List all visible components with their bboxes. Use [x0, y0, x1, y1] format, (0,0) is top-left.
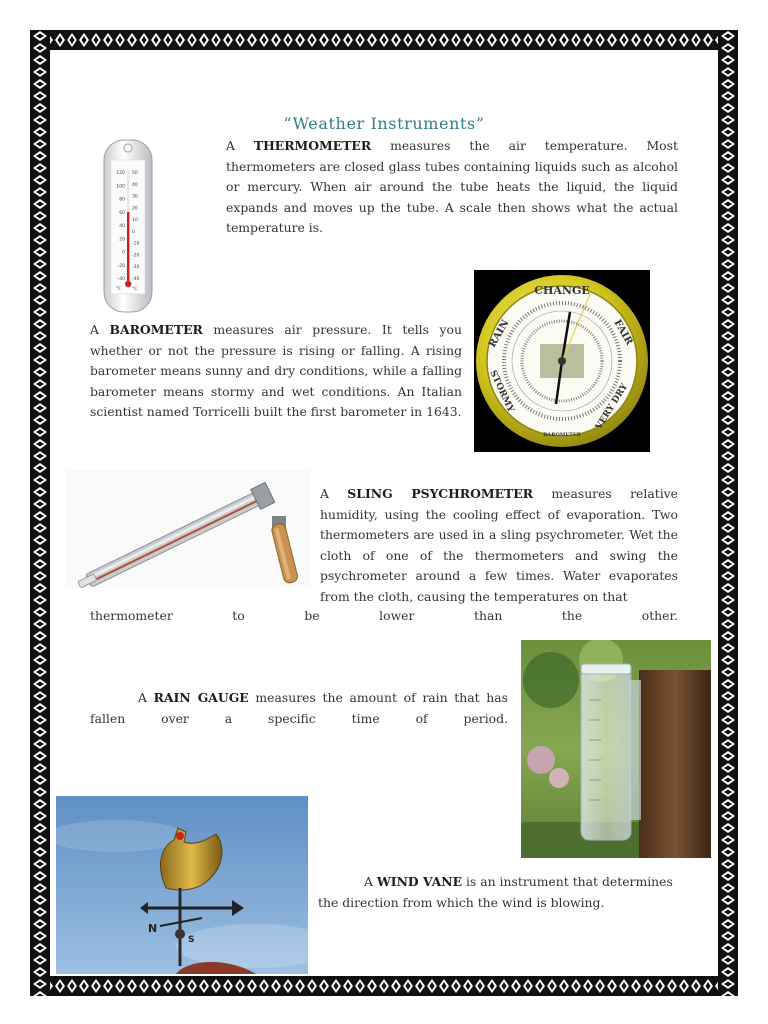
thermometer-scale-c-label: 50 — [132, 171, 138, 176]
barometer-paragraph: A BAROMETER measures air pressure. It tells you whether or not the pressure is rising or falling. A rising barometer means sunny and dry conditions, while a falling barometer means stormy and wet conditions. An Italian scientist named Torricelli built the first barometer in 1643. — [90, 322, 462, 420]
thermometer-scale-f-label: -40 — [117, 277, 125, 282]
rain-gauge-paragraph: A RAIN GAUGE measures the amount of rain that has fallen over a specific time of period. — [90, 690, 509, 726]
thermometer-scale-c-label: 10 — [132, 218, 138, 224]
thermometer-scale-c-label: -30 — [132, 265, 140, 271]
thermometer-paragraph: A THERMOMETER measures the air temperature. Most thermometers are closed glass tubes containing liquids such as alcohol or mercury. When air around the tube heats the liquid, the liquid expands and moves up the tube. A scale then shows what the actual temperature is. — [226, 138, 678, 236]
sling-psychrometer-illustration — [66, 470, 310, 588]
sling-psychrometer-paragraph: A SLING PSYCHROMETER measures relative humidity, using the cooling effect of evaporation. Two thermometers are used in a sling psychrometer. Wet the cloth of one of the thermometers and swing the psychrometer around a few times. Water evaporates from the cloth, causing the temperatures on that — [320, 486, 678, 604]
term-thermometer: THERMOMETER — [253, 138, 372, 153]
thermometer-scale-c-label: -40 — [132, 277, 140, 282]
barometer-illustration — [474, 270, 650, 452]
sling-psychrometer-image — [66, 470, 310, 588]
sling-psychrometer-paragraph-tail: thermometer to be lower than the other. — [90, 608, 678, 623]
term-barometer: BAROMETER — [109, 322, 203, 337]
border-pattern-top — [30, 30, 738, 50]
compass-letter-s: S — [188, 935, 195, 945]
label-fair: FAIR — [611, 318, 635, 348]
border-pattern-bottom — [30, 976, 738, 996]
label-stormy: STORMY — [487, 369, 516, 414]
rain-gauge-photo — [521, 640, 711, 858]
label-very-dry: VERY DRY — [594, 382, 631, 432]
thermometer-scale-c-label: 20 — [132, 206, 138, 212]
border-pattern-right — [718, 30, 738, 996]
thermometer-scale-f-label: 60 — [119, 210, 125, 216]
thermometer-unit-label: °F — [116, 287, 121, 292]
border-pattern-left — [30, 30, 50, 996]
thermometer-image — [98, 134, 158, 316]
page-title: “Weather Instruments” — [283, 114, 485, 133]
page-border-top — [30, 30, 738, 50]
thermometer-scale-f-label: 20 — [119, 237, 125, 243]
thermometer-scale-f-label: -20 — [117, 263, 125, 269]
thermometer-illustration — [98, 134, 158, 316]
thermometer-unit-label: °C — [132, 287, 138, 292]
label-change: CHANGE — [534, 284, 590, 297]
page-border-left — [30, 30, 50, 996]
thermometer-scale-c-label: 40 — [132, 182, 138, 188]
term-sling-psychrometer: SLING PSYCHROMETER — [347, 486, 534, 501]
term-wind-vane: WIND VANE — [376, 874, 463, 889]
thermometer-scale-f-label: 80 — [119, 197, 125, 203]
label-rain: RAIN — [487, 318, 512, 350]
wind-vane-image — [56, 796, 308, 974]
wind-vane-photo — [56, 796, 308, 974]
barometer-image — [474, 270, 650, 452]
rain-gauge-image — [521, 640, 711, 858]
thermometer-scale-c-label: -20 — [132, 253, 140, 259]
label-barometer: BAROMETER — [543, 432, 581, 438]
compass-letter-n: N — [148, 922, 158, 935]
thermometer-scale-c-label: 30 — [132, 194, 138, 200]
page-border-bottom — [30, 976, 738, 996]
thermometer-scale-f-label: 0 — [122, 250, 125, 256]
page-border-right — [718, 30, 738, 996]
thermometer-scale-f-label: 120 — [116, 171, 125, 176]
thermometer-scale-c-label: -10 — [132, 241, 140, 247]
term-rain-gauge: RAIN GAUGE — [153, 690, 249, 705]
wind-vane-paragraph: A WIND VANE is an instrument that determines the direction from which the wind is blowing. — [318, 874, 673, 910]
thermometer-scale-f-label: 40 — [119, 224, 125, 229]
thermometer-scale-f-label: 100 — [116, 184, 125, 190]
thermometer-scale-c-label: 0 — [132, 229, 135, 235]
